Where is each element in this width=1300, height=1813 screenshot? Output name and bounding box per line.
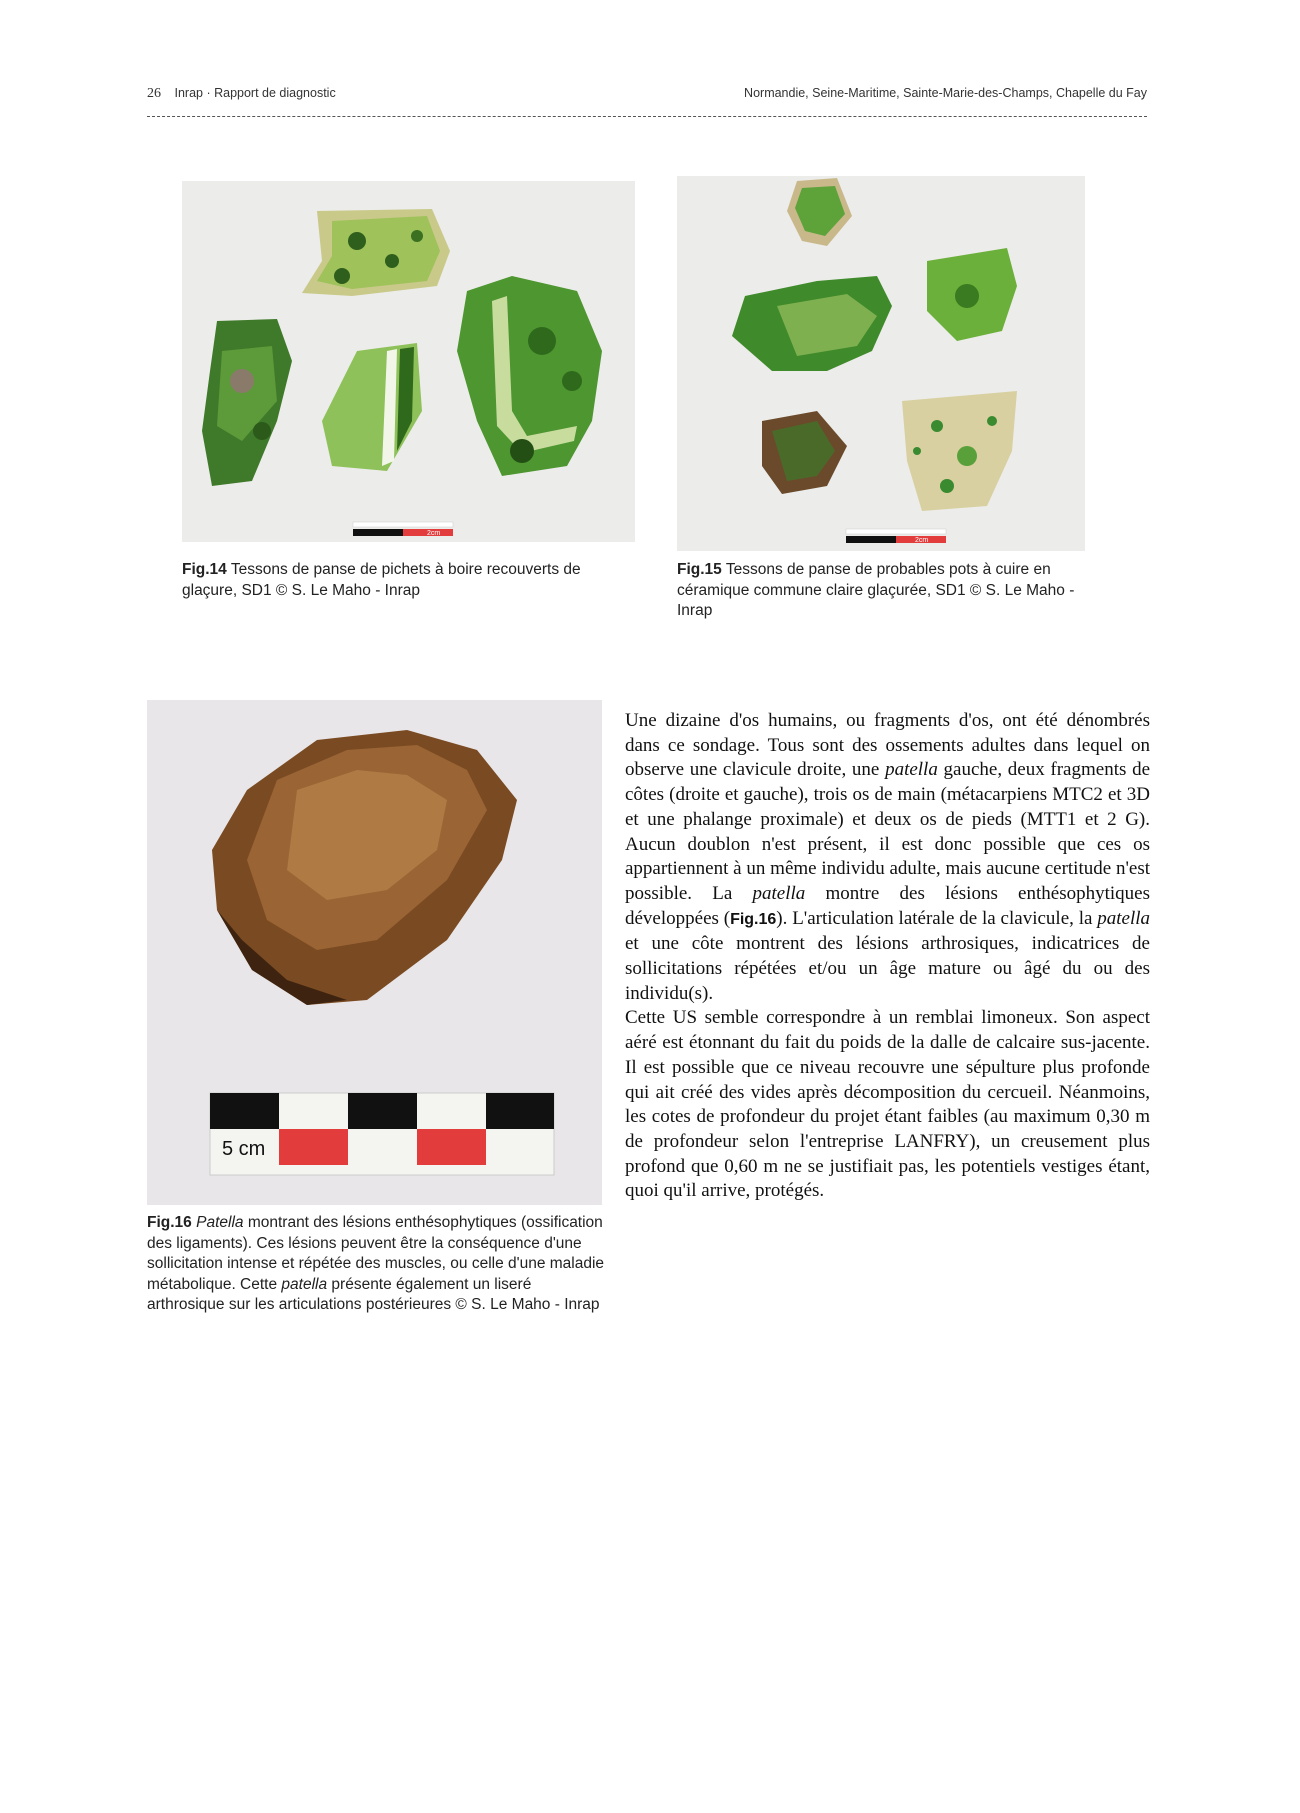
fig16-caption-italic-1: Patella	[196, 1214, 244, 1231]
fig16-caption	[147, 1213, 607, 1316]
fig14-sherds-image	[182, 181, 635, 542]
p1-figure-ref: Fig.16	[730, 910, 777, 928]
fig15-caption	[677, 560, 1097, 622]
fig16-caption-part-1: montrant des lésions enthésophytiques (ossification des ligaments). Ces lésions peuvent être la conséquence d'une sollicitation intense et répétée des muscles, ou celle d'une maladie métabolique. Cette	[147, 1214, 605, 1293]
header-divider	[147, 116, 1147, 117]
fig15-caption-text: Tessons de panse de probables pots à cuire en céramique commune claire glaçurée, SD1 © S. Le Maho - Inrap	[677, 561, 1075, 619]
fig14-photo	[182, 181, 635, 542]
fig14-caption-text: Tessons de panse de pichets à boire recouverts de glaçure, SD1 © S. Le Maho - Inrap	[182, 561, 581, 599]
p1-italic-2: patella	[752, 882, 806, 904]
fig15-photo	[677, 176, 1085, 551]
fig16-caption-italic-2: patella	[281, 1275, 328, 1293]
p1-text-c: montre des lésions enthésophytiques développées (	[625, 882, 1150, 929]
fig16-patella-image	[147, 700, 602, 1205]
report-title: Inrap · Rapport de diagnostic	[174, 86, 336, 100]
fig16-photo	[147, 700, 602, 1205]
fig15-scale-label: 2cm	[915, 537, 929, 544]
body-text	[625, 709, 1150, 1204]
fig16-label: Fig.16	[147, 1214, 192, 1231]
p1-text-d: ). L'articulation latérale de la clavicule, la	[776, 907, 1098, 929]
page-header	[147, 86, 1147, 104]
page-number: 26	[147, 86, 161, 101]
body-paragraph-2: Cette US semble correspondre à un remblai limoneux. Son aspect aéré est étonnant du fait du poids de la dalle de calcaire sus-jacente. Il est possible que ce niveau recouvre une sépulture plus profonde qui ait créé des vides après décomposition du cercueil. Néanmoins, les cotes de profondeur du projet étant faibles (au maximum 0,30 m de profondeur selon l'entreprise LANFRY), un creusement plus profond que 0,60 m ne se justifiait pas, les potentiels vestiges étant, quoi qu'il arrive, protégés.	[625, 1007, 1150, 1202]
fig15-sherds-image	[677, 176, 1085, 551]
p1-italic-3: patella	[1097, 907, 1151, 929]
fig14-label: Fig.14	[182, 561, 227, 578]
fig16-caption-part-2: présente également un liseré arthrosique sur les articulations postérieures © S. Le Maho - Inrap	[147, 1275, 600, 1313]
p1-text-e: et une côte montrent des lésions arthrosiques, indicatrices de sollicitations répétées et/ou un âge mature ou âgé du ou des individu(s).	[625, 933, 1150, 1004]
p1-text-a: Une dizaine d'os humains, ou fragments d'os, ont été dénombrés dans ce sondage. Tous sont des ossements adultes dans lequel on observe une clavicule droite, une	[625, 710, 1150, 781]
site-title: Normandie, Seine-Maritime, Sainte-Marie-des-Champs, Chapelle du Fay	[744, 86, 1147, 100]
fig14-caption	[182, 560, 622, 601]
fig15-label: Fig.15	[677, 561, 722, 578]
body-paragraph-1	[625, 709, 1150, 1006]
p1-italic-1: patella	[885, 759, 938, 781]
fig14-scale-label: 2cm	[427, 530, 441, 537]
p1-text-b: gauche, deux fragments de côtes (droite et gauche), trois os de main (métacarpiens MTC2 et 3D et une phalange proximale) et deux os de pieds (MTT1 et 2 G). Aucun doublon n'est présent, il est donc possible que ces os appartiennent à un même individu adulte, mais aucune certitude n'est possible. La	[625, 759, 1151, 904]
fig16-scale-label: 5 cm	[222, 1138, 266, 1160]
